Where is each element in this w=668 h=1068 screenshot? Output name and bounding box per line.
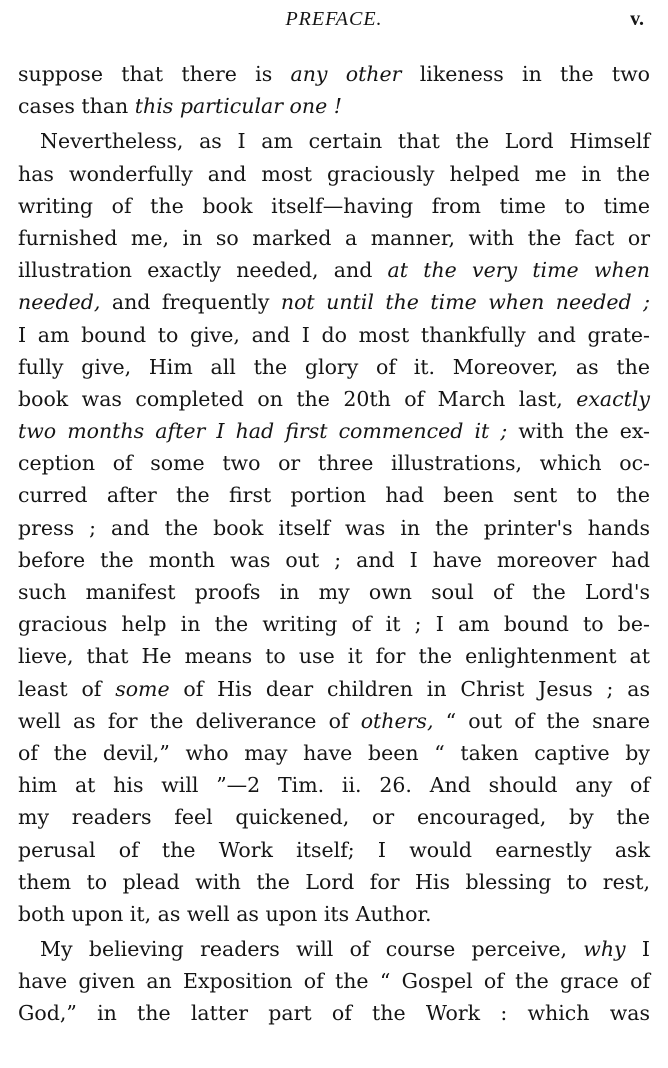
- text-line: suppose that there is any other likeness in the two: [18, 62, 650, 86]
- italic-emphasis: this particular one !: [134, 94, 342, 119]
- paragraph-start-line: Nevertheless, as I am certain that the Lord Himself: [40, 129, 650, 154]
- italic-emphasis: any other: [290, 62, 402, 86]
- preface-body-text: [18, 58, 650, 1030]
- text-line: lieve, that He means to use it for the enlightenment at: [18, 644, 650, 669]
- text-line: my readers feel quickened, or encouraged, by the: [18, 805, 650, 830]
- text-line: gracious help in the writing of it ; I am bound to be-: [18, 612, 650, 637]
- text-line: two months after I had first commenced it ; with the ex-: [18, 419, 650, 444]
- paragraph-start-line: My believing readers will of course perceive, why I: [40, 937, 650, 962]
- text-line: such manifest proofs in my own soul of the Lord's: [18, 580, 650, 604]
- text-line: ception of some two or three illustrations, which oc-: [18, 451, 650, 476]
- italic-emphasis: two months after I had first commenced it ;: [18, 419, 508, 444]
- text-line: illustration exactly needed, and at the very time when: [18, 258, 650, 283]
- italic-emphasis: some: [115, 676, 170, 701]
- text-line: I am bound to give, and I do most thankfully and grate-: [18, 322, 650, 347]
- text-line: furnished me, in so marked a manner, with the fact or: [18, 225, 650, 250]
- text-line: book was completed on the 20th of March last, exactly: [18, 386, 650, 411]
- text-line: curred after the first portion had been sent to the: [18, 483, 650, 508]
- text-line: have given an Exposition of the “ Gospel of the grace of: [18, 969, 650, 994]
- text-line: God,” in the latter part of the Work : which was: [18, 1001, 650, 1026]
- italic-emphasis: why: [583, 937, 626, 962]
- text-line: press ; and the book itself was in the printer's hands: [18, 515, 650, 540]
- text-line: needed, and frequently not until the time when needed ;: [18, 290, 650, 315]
- text-line: him at his will ”—2 Tim. ii. 26. And should any of: [18, 773, 650, 798]
- text-line: least of some of His dear children in Christ Jesus ; as: [18, 676, 650, 701]
- text-line: of the devil,” who may have been “ taken captive by: [18, 740, 650, 765]
- text-line: them to plead with the Lord for His blessing to rest,: [18, 869, 650, 894]
- italic-emphasis: exactly: [576, 386, 650, 411]
- page-number: v.: [630, 8, 644, 30]
- text-line: before the month was out ; and I have moreover had: [18, 547, 650, 572]
- text-line: cases than this particular one !: [18, 94, 342, 119]
- text-line: has wonderfully and most graciously helped me in the: [18, 161, 650, 186]
- running-title: PREFACE.: [285, 8, 383, 30]
- italic-emphasis: not until the time when needed ;: [280, 290, 650, 315]
- text-line: both upon it, as well as upon its Author.: [18, 901, 432, 926]
- italic-emphasis: at the very time when: [387, 258, 650, 283]
- text-line: perusal of the Work itself; I would earnestly ask: [18, 837, 650, 862]
- text-line: fully give, Him all the glory of it. Moreover, as the: [18, 354, 650, 379]
- text-line: writing of the book itself—having from time to time: [18, 193, 650, 218]
- text-line: well as for the deliverance of others, “ out of the snare: [18, 708, 650, 733]
- italic-emphasis: others,: [360, 708, 434, 733]
- italic-emphasis: needed,: [18, 290, 101, 315]
